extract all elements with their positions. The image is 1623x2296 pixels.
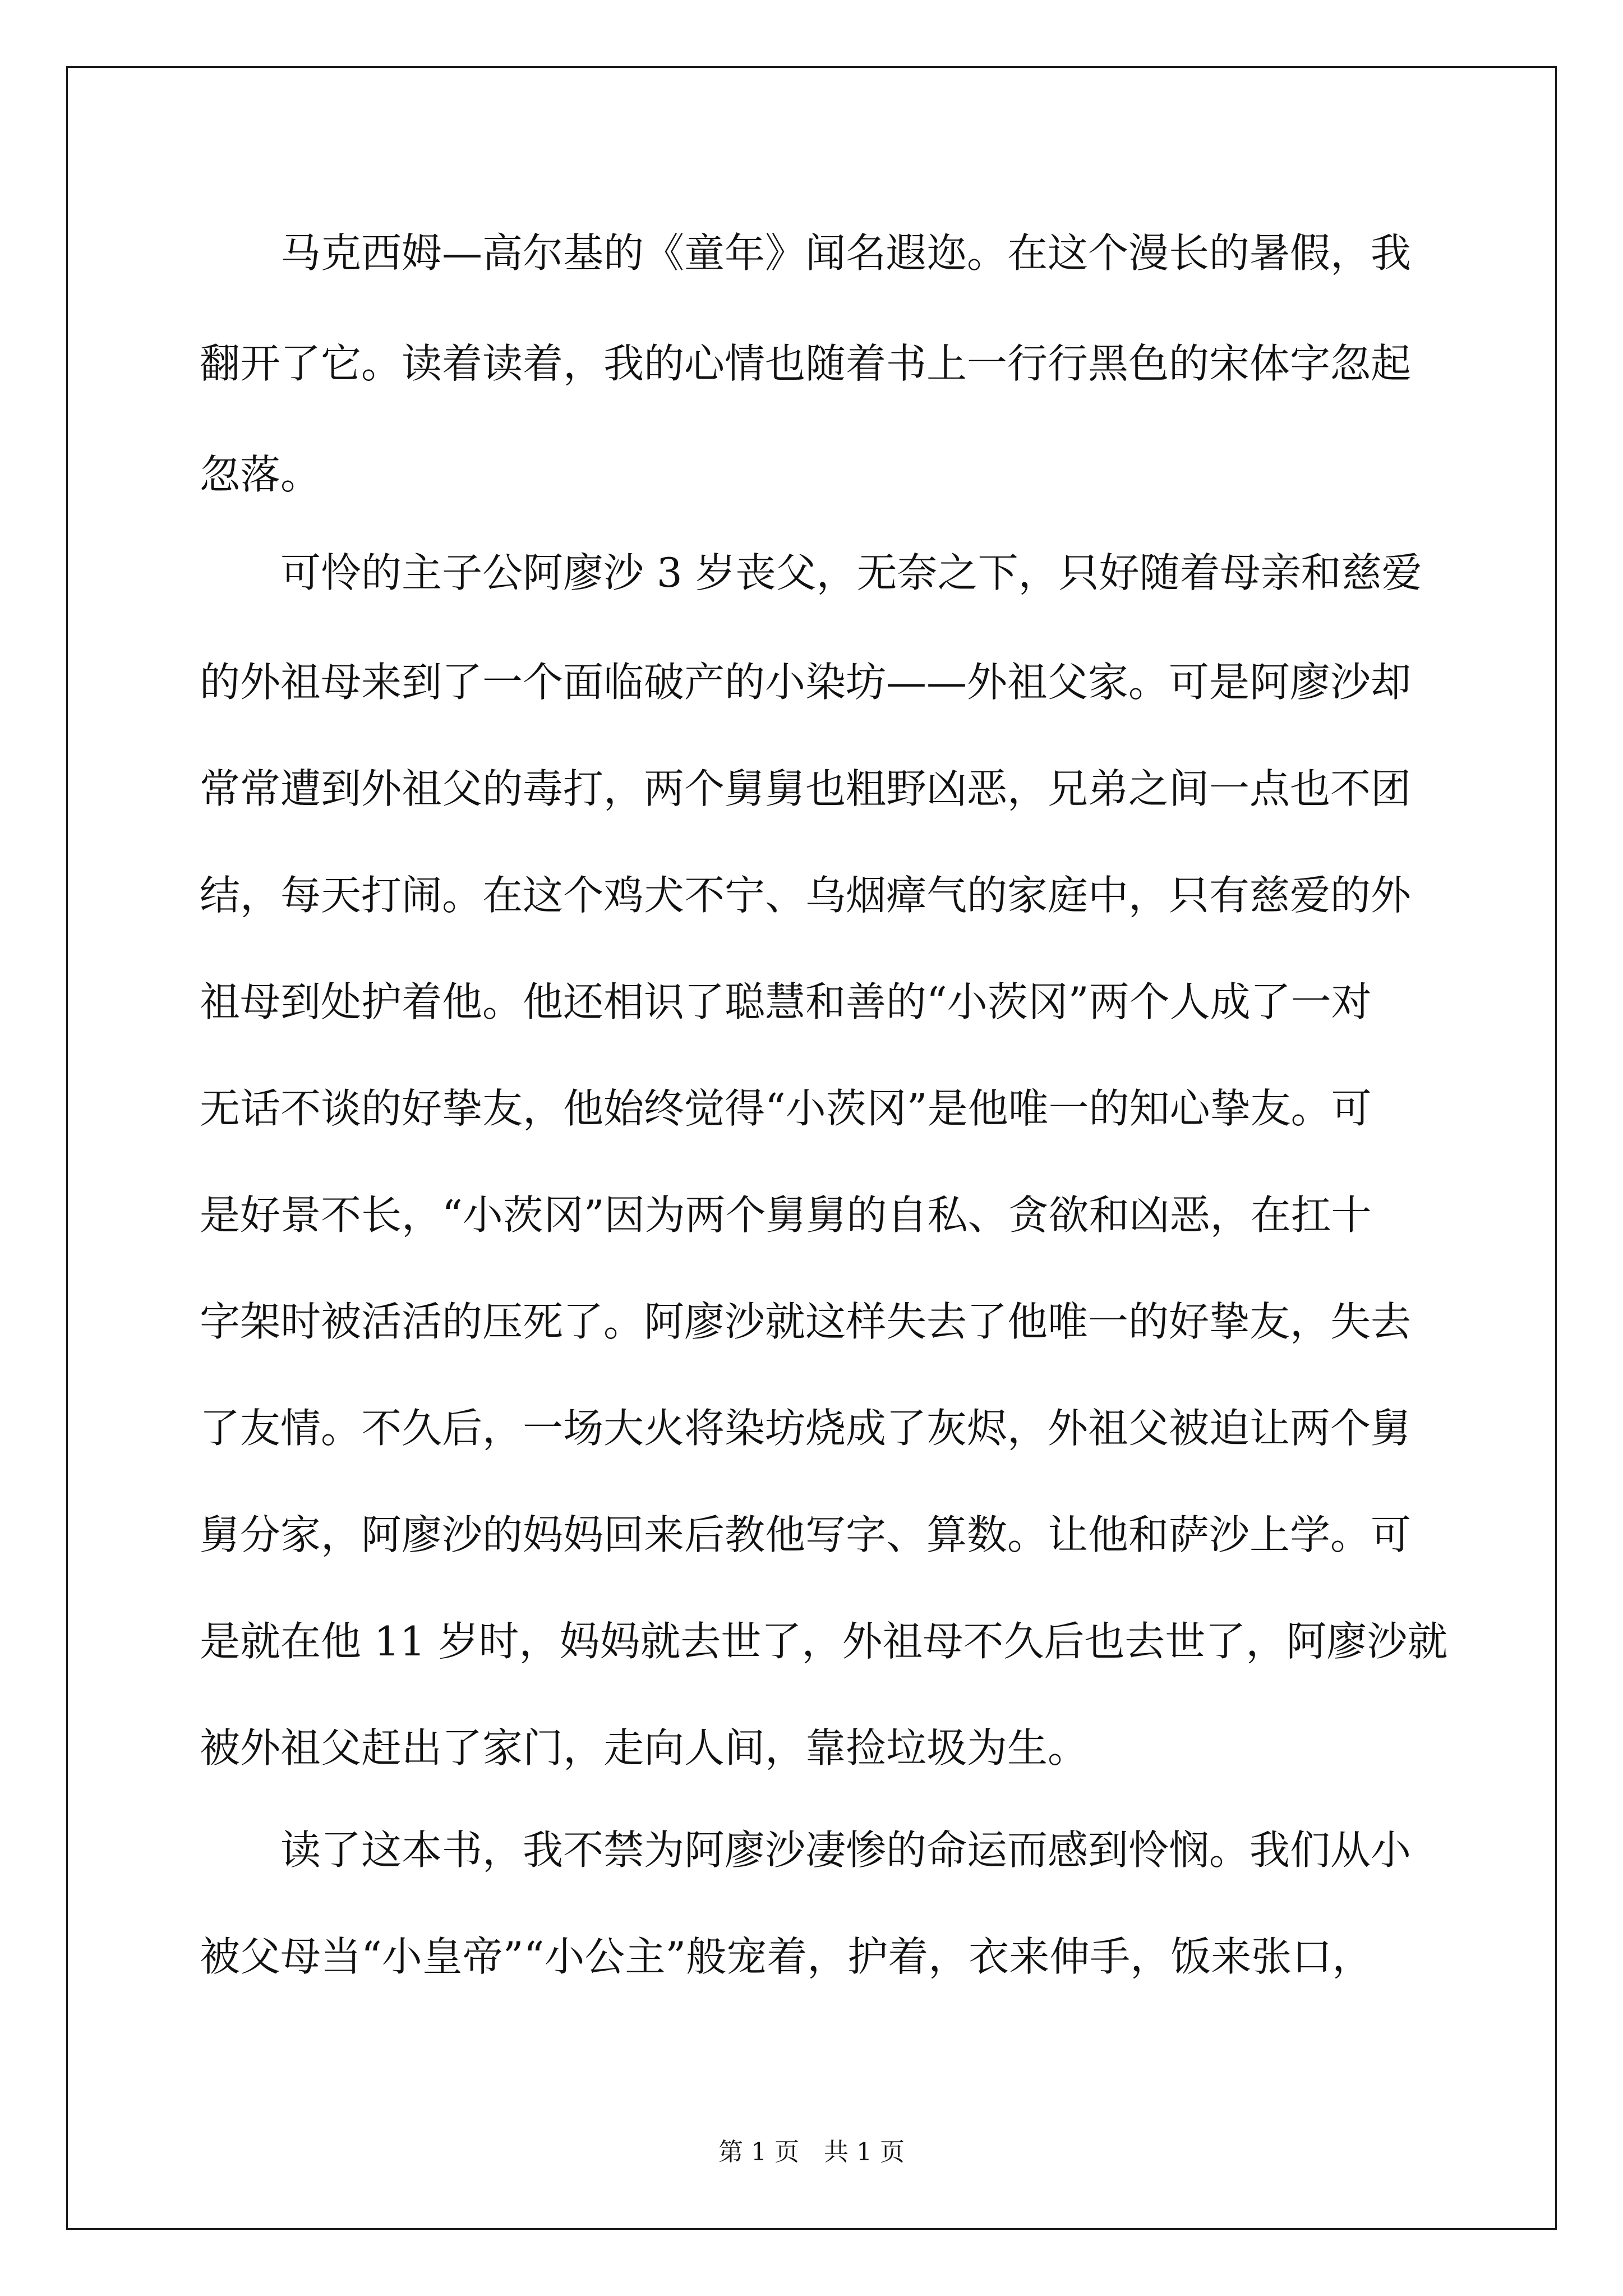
text-line: 翻开了它。读着读着，我的心情也随着书上一行行黑色的宋体字忽起 bbox=[200, 340, 1412, 387]
text-line: 祖母到处护着他。他还相识了聪慧和善的“小茨冈”两个人成了一对 bbox=[200, 978, 1372, 1025]
text-line: 是好景不长，“小茨冈”因为两个舅舅的自私、贪欲和凶恶，在扛十 bbox=[200, 1191, 1372, 1239]
text-line: 了友情。不久后，一场大火将染坊烧成了灰烬，外祖父被迫让两个舅 bbox=[200, 1405, 1412, 1452]
page-number-footer: 第 1 页 共 1 页 bbox=[718, 2138, 905, 2166]
text-line: 无话不谈的好挚友，他始终觉得“小茨冈”是他唯一的知心挚友。可 bbox=[200, 1085, 1372, 1132]
page-border bbox=[66, 66, 1557, 2230]
text-line: 可怜的主子公阿廖沙 3 岁丧父，无奈之下，只好随着母亲和慈爱 bbox=[200, 549, 1422, 596]
text-line: 结，每天打闹。在这个鸡犬不宁、乌烟瘴气的家庭中，只有慈爱的外 bbox=[200, 872, 1412, 919]
text-line: 被父母当“小皇帝”“小公主”般宠着，护着，衣来伸手，饭来张口， bbox=[200, 1933, 1373, 1980]
text-line: 常常遭到外祖父的毒打，两个舅舅也粗野凶恶，兄弟之间一点也不团 bbox=[200, 765, 1412, 812]
text-line: 的外祖母来到了一个面临破产的小染坊——外祖父家。可是阿廖沙却 bbox=[200, 659, 1412, 706]
text-line: 忽落。 bbox=[200, 451, 321, 498]
text-line: 马克西姆—高尔基的《童年》闻名遐迩。在这个漫长的暑假，我 bbox=[200, 229, 1412, 277]
text-line: 是就在他 11 岁时，妈妈就去世了，外祖母不久后也去世了，阿廖沙就 bbox=[200, 1618, 1448, 1665]
text-line: 被外祖父赶出了家门，走向人间，靠捡垃圾为生。 bbox=[200, 1724, 1089, 1772]
text-line: 字架时被活活的压死了。阿廖沙就这样失去了他唯一的好挚友，失去 bbox=[200, 1298, 1412, 1345]
text-line: 舅分家，阿廖沙的妈妈回来后教他写字、算数。让他和萨沙上学。可 bbox=[200, 1511, 1412, 1558]
text-line: 读了这本书，我不禁为阿廖沙凄惨的命运而感到怜悯。我们从小 bbox=[200, 1826, 1412, 1874]
